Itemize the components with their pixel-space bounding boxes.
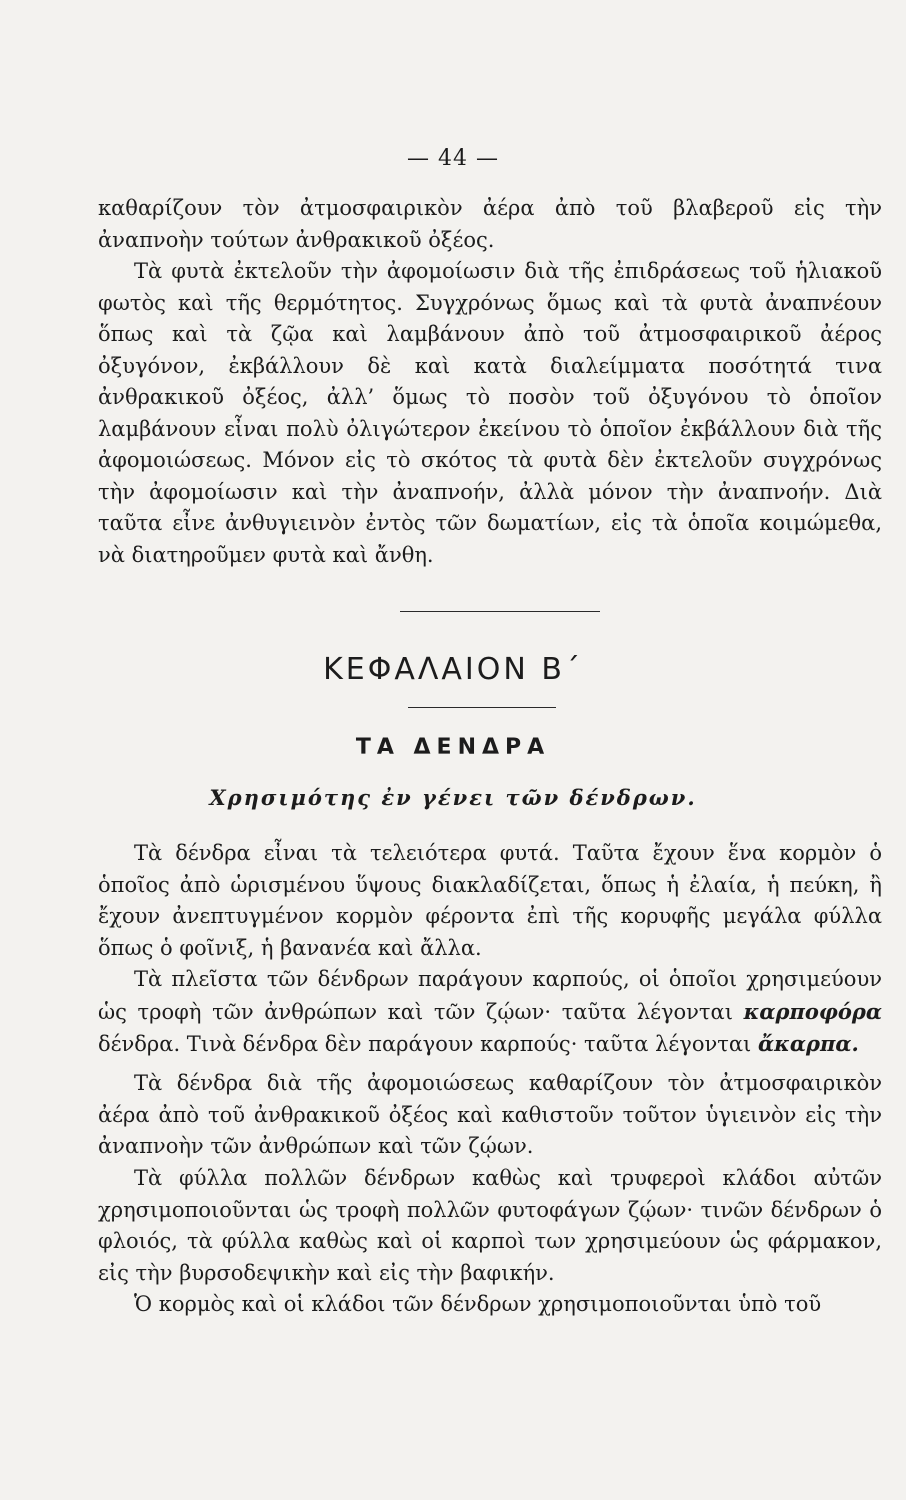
divider-top xyxy=(400,611,600,612)
paragraph-leaves xyxy=(98,1163,882,1289)
term-fruitless: ἄκαρπα. xyxy=(757,1031,859,1056)
paragraph-fruits xyxy=(98,964,882,1061)
paragraph-text: Τὰ πλεῖστα τῶν δένδρων παράγουν καρπούς, οἱ ὁποῖοι χρησιμεύουν ὡς τροφὴ τῶν ἀνθρώπων καὶ τῶν ζῴων· ταῦτα λέγονται xyxy=(98,967,882,1024)
paragraph-text: Τὰ φυτὰ ἐκτελοῦν τὴν ἀφομοίωσιν διὰ τῆς ἐπιδράσεως τοῦ ἡλιακοῦ φωτὸς καὶ τῆς θερμότητος. Συγχρόνως ὅμως καὶ τὰ φυτὰ ἀναπνέουν ὅπως καὶ τὰ ζῷα καὶ λαμβάνουν ἀπὸ τοῦ ἀτμοσφαιρικοῦ ἀέρος ὀξυγόνον, ἐκβάλλουν δὲ καὶ κατὰ διαλείμματα ποσότητά τινα ἀνθρακικοῦ ὀξέος, ἀλλ’ ὅμως τὸ ποσὸν τοῦ ὀξυγόνου τὸ ὁποῖον λαμβάνουν εἶναι πολὺ ὀλιγώτερον ἐκείνου τὸ ὁποῖον ἐκβάλλουν διὰ τῆς ἀφομοιώσεως. Μόνον εἰς τὸ σκότος τὰ φυτὰ δὲν ἐκτελοῦν συγχρόνως τὴν ἀφομοίωσιν καὶ τὴν ἀναπνοήν, ἀλλὰ μόνον τὴν ἀναπνοήν. Διὰ ταῦτα εἶνε ἀνθυγιεινὸν ἐντὸς τῶν δωματίων, εἰς τὰ ὁποῖα κοιμώμεθα, νὰ διατηροῦμεν φυτὰ καὶ ἄνθη. xyxy=(98,259,882,567)
term-fruit-bearing: καρποφόρα xyxy=(743,998,882,1024)
paragraph-text: καθαρίζουν τὸν ἀτμοσφαιρικὸν ἀέρα ἀπὸ τοῦ βλαβεροῦ εἰς τὴν ἀναπνοὴν τούτων ἀνθρακικοῦ ὀξέος. xyxy=(98,196,882,252)
section-subtitle: Χρησιμότης ἐν γένει τῶν δένδρων. xyxy=(209,785,697,810)
paragraph-text: Τὰ φύλλα πολλῶν δένδρων καθὼς καὶ τρυφεροὶ κλάδοι αὐτῶν χρησιμοποιοῦνται ὡς τροφὴ πολλῶν φυτοφάγων ζῴων· τινῶν δένδρων ὁ φλοιός, τὰ φύλλα καθὼς καὶ οἱ καρποὶ των χρησιμεύουν ὡς φάρμακον, εἰς τὴν βυρσοδεψικὴν καὶ εἰς τὴν βαφικήν. xyxy=(98,1166,882,1285)
section-title: ΤΑ ΔΕΝΔΡΑ xyxy=(355,735,551,760)
paragraph-trunk xyxy=(98,1289,882,1321)
paragraph-text: Ὁ κορμὸς καὶ οἱ κλάδοι τῶν δένδρων χρησιμοποιοῦνται ὑπὸ τοῦ xyxy=(134,1292,822,1316)
paragraph-assimilation xyxy=(98,256,882,571)
paragraph-text: δένδρα. Τινὰ δένδρα δὲν παράγουν καρπούς· ταῦτα λέγονται xyxy=(98,1032,758,1056)
paragraph-air xyxy=(98,1068,882,1163)
page-number: — 44 — xyxy=(407,146,499,171)
paragraph-continuation xyxy=(98,193,882,256)
chapter-heading: ΚΕΦΑΛΑΙΟΝ Β΄ xyxy=(323,652,583,687)
paragraph-trees xyxy=(98,838,882,964)
paragraph-text: Τὰ δένδρα εἶναι τὰ τελειότερα φυτά. Ταῦτα ἔχουν ἕνα κορμὸν ὁ ὁποῖος ἀπὸ ὡρισμένου ὕψους διακλαδίζεται, ὅπως ἡ ἐλαία, ἡ πεύκη, ἢ ἔχουν ἀνεπτυγμένον κορμὸν φέροντα ἐπὶ τῆς κορυφῆς μεγάλα φύλλα ὅπως ὁ φοῖνιξ, ἡ βανανέα καὶ ἄλλα. xyxy=(98,841,882,960)
paragraph-text: Τὰ δένδρα διὰ τῆς ἀφομοιώσεως καθαρίζουν τὸν ἀτμοσφαιρικὸν ἀέρα ἀπὸ τοῦ ἀνθρακικοῦ ὀξέος καὶ καθιστοῦν τοῦτον ὑγιεινὸν εἰς τὴν ἀναπνοὴν τῶν ἀνθρώπων καὶ τῶν ζῴων. xyxy=(98,1071,882,1158)
divider-bottom xyxy=(408,707,556,708)
